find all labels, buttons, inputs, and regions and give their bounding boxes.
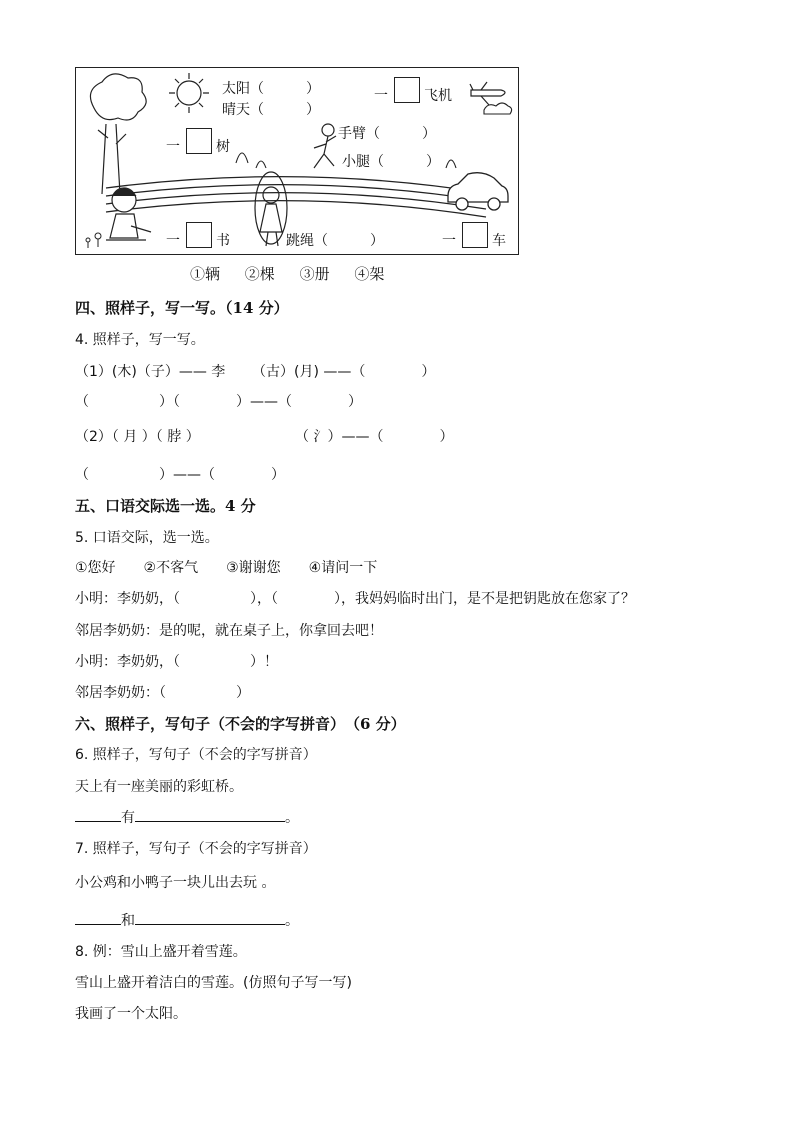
label-che: 车 — [492, 233, 506, 249]
question-4-intro: 4. 照样子，写一写。 — [75, 332, 205, 348]
label-shu-book: 书 — [216, 233, 230, 249]
question-5-intro: 5. 口语交际，选一选。 — [75, 530, 219, 546]
question-8: 8. 例：雪山上盛开着雪莲。 — [75, 944, 247, 960]
section6-heading: 六、照样子，写句子（不会的字写拼音） （6 分） — [75, 715, 406, 733]
q4-row4[interactable]: （ ）——（ ） — [75, 467, 285, 483]
blank-underline[interactable] — [135, 807, 285, 822]
bush-icon — [236, 153, 266, 168]
label-shoubi: 手臂（ ） — [338, 126, 436, 142]
q5-dialog-line4[interactable]: 邻居李奶奶：（ ） — [75, 685, 250, 701]
option-item: ①辆 — [190, 265, 221, 283]
q6-period: 。 — [285, 810, 299, 826]
q7-example: 小公鸡和小鸭子一块儿出去玩 。 — [75, 875, 276, 891]
tree-icon — [90, 74, 146, 194]
q5-choices: ①您好 ②不客气 ③谢谢您 ④请问一下 — [75, 560, 378, 576]
question-6: 6. 照样子，写句子（不会的字写拼音） — [75, 747, 317, 763]
answer-box-plane[interactable] — [394, 77, 420, 103]
q4-row2[interactable]: （ ）（ ）——（ ） — [75, 394, 362, 410]
label-taiyang: 太阳（ ） — [222, 81, 320, 97]
label-yi-plane: 一 — [374, 88, 388, 104]
label-xiaotui: 小腿（ ） — [342, 154, 440, 170]
section5-heading: 五、口语交际选一选。4 分 — [75, 497, 256, 515]
answer-box-car[interactable] — [462, 222, 488, 248]
picture-exercise — [75, 67, 519, 255]
label-qingtian: 晴天（ ） — [222, 102, 320, 118]
q4-row1a: （1）(木)（子）—— 李 — [75, 364, 226, 380]
runner-icon — [314, 124, 336, 168]
q6-answer-line[interactable] — [75, 807, 299, 827]
label-yi-tree: 一 — [166, 139, 180, 155]
blank-underline[interactable] — [75, 910, 121, 925]
q4-row3a: （2）（ 月 ）（ 脖 ） — [75, 429, 200, 445]
label-tiaosheng: 跳绳（ ） — [286, 233, 384, 249]
answer-box-tree[interactable] — [186, 128, 212, 154]
q6-connector: 有 — [121, 810, 135, 826]
label-shu-tree: 树 — [216, 139, 230, 155]
q6-example: 天上有一座美丽的彩虹桥。 — [75, 779, 243, 795]
q5-dialog-line3[interactable]: 小明：李奶奶，（ ）！ — [75, 654, 278, 670]
boy-reading-icon — [106, 188, 151, 240]
q5-dialog-line2: 邻居李奶奶：是的呢，就在桌子上，你拿回去吧！ — [75, 623, 383, 639]
q5-dialog-line1[interactable]: 小明：李奶奶，（ ），（ ），我妈妈临时出门，是不是把钥匙放在您家了？ — [75, 591, 635, 607]
label-yi-car: 一 — [442, 233, 456, 249]
label-feiji: 飞机 — [424, 88, 452, 104]
girl-jumping-rope-icon — [255, 172, 287, 246]
blank-underline[interactable] — [75, 807, 121, 822]
option-item: ②棵 — [244, 265, 275, 283]
label-yi-book: 一 — [166, 233, 180, 249]
flower-icon — [86, 233, 101, 248]
option-item: ③册 — [299, 265, 330, 283]
q4-row1b: （古）(月) ——（ ） — [252, 364, 436, 380]
measure-word-options — [190, 263, 404, 284]
section4-heading: 四、照样子，写一写。（14 分） — [75, 299, 289, 317]
option-item: ④架 — [354, 265, 385, 283]
q7-answer-line[interactable] — [75, 910, 299, 930]
question-7: 7. 照样子，写句子（不会的字写拼音） — [75, 841, 317, 857]
sun-icon — [169, 73, 209, 113]
airplane-icon — [470, 82, 505, 105]
q8-task: 我画了一个太阳。 — [75, 1006, 187, 1022]
q7-period: 。 — [285, 913, 299, 929]
rainbow-arc — [106, 201, 486, 217]
blank-underline[interactable] — [135, 910, 285, 925]
bush-icon — [446, 160, 456, 168]
q7-connector: 和 — [121, 913, 135, 929]
car-icon — [448, 173, 508, 210]
answer-box-book[interactable] — [186, 222, 212, 248]
q4-row3b[interactable]: （ 氵）——（ ） — [295, 429, 454, 445]
q8-example: 雪山上盛开着洁白的雪莲。(仿照句子写一写) — [75, 975, 352, 991]
